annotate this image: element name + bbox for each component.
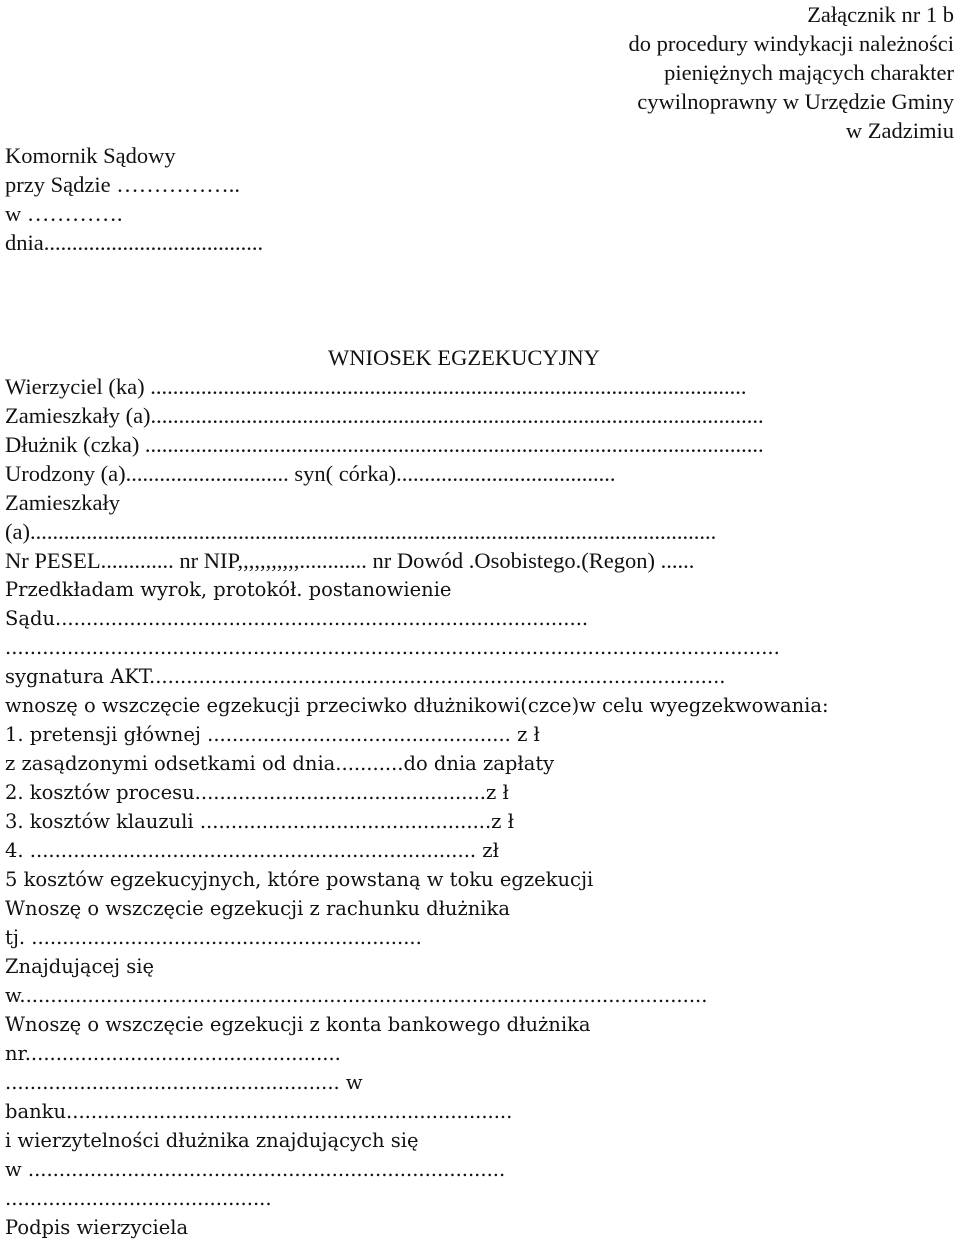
debtor-address-label: Zamieszkały: [5, 490, 120, 515]
claim-item-4: 4. ........................................................................ zł: [5, 839, 499, 862]
attachment-line: cywilnoprawny w Urzędzie Gminy: [637, 89, 954, 114]
attachment-line: pieniężnych mających charakter: [664, 60, 954, 85]
addressee-date: dnia.......................................: [5, 230, 264, 255]
signature-label: Podpis wierzyciela: [5, 1216, 189, 1239]
birth-field: Urodzony (a)............................. syn( córka).......................................: [5, 461, 616, 486]
claim-item-1: 1. pretensji głównej ................................................. z ł: [5, 723, 540, 746]
receivables-location-field: w .............................................................................: [5, 1158, 506, 1181]
document-title: WNIOSEK EGZEKUCYJNY: [328, 345, 600, 370]
located-label: Znajdującej się: [5, 955, 154, 978]
account-number-continuation: ...................................................... w: [5, 1071, 363, 1094]
attachment-line: w Zadzimiu: [845, 118, 954, 143]
location-field: w...............................................................................................................: [5, 984, 708, 1007]
court-field: Sądu......................................................................................: [5, 607, 589, 630]
claim-item-3: 3. kosztów klauzuli ...............................................z ł: [5, 810, 514, 833]
request-line: wnoszę o wszczęcie egzekucji przeciwko dłużnikowi(czce)w celu wyegzekwowania:: [5, 694, 829, 717]
claim-item-2: 2. kosztów procesu...............................................z ł: [5, 781, 509, 804]
debtor-field: Dłużnik (czka) ..............................................................................................................: [5, 432, 764, 457]
claim-item-5: 5 kosztów egzekucyjnych, które powstaną w toku egzekucji: [5, 868, 594, 891]
case-signature-field: sygnatura AKT.............................................................................................: [5, 665, 726, 688]
addressee-line: w ………….: [5, 201, 123, 226]
addressee-line: Komornik Sądowy: [5, 143, 176, 168]
account-execution-line: Wnoszę o wszczęcie egzekucji z rachunku dłużnika: [5, 897, 510, 920]
addressee-block: [5, 141, 263, 257]
creditor-address-field: Zamieszkały (a).............................................................................................................: [5, 403, 764, 428]
id-numbers-field: Nr PESEL............. nr NIP,,,,,,,,,,,............ nr Dowód .Osobistego.(Regon) ......: [5, 548, 695, 573]
form-body: [5, 372, 957, 1242]
attachment-header: [628, 0, 954, 145]
documents-line: Przedkładam wyrok, protokół. postanowienie: [5, 578, 452, 601]
debtor-address-field: (a)..........................................................................................................................: [5, 519, 717, 544]
receivables-line: i wierzytelności dłużnika znajdujących się: [5, 1129, 419, 1152]
account-field: tj. ...............................................................: [5, 926, 422, 949]
bank-field: banku........................................................................: [5, 1100, 513, 1123]
bank-execution-line: Wnoszę o wszczęcie egzekucji z konta bankowego dłużnika: [5, 1013, 591, 1036]
attachment-line: do procedury windykacji należności: [628, 31, 954, 56]
court-field-continuation: .............................................................................................................................: [5, 636, 780, 659]
creditor-field: Wierzyciel (ka) ..........................................................................................................: [5, 374, 747, 399]
receivables-continuation: ...........................................: [5, 1187, 272, 1210]
interest-line: z zasądzonymi odsetkami od dnia...........do dnia zapłaty: [5, 752, 555, 775]
addressee-line: przy Sądzie ……………..: [5, 172, 240, 197]
account-number-field: nr...................................................: [5, 1042, 341, 1065]
attachment-title: Załącznik nr 1 b: [807, 2, 954, 27]
